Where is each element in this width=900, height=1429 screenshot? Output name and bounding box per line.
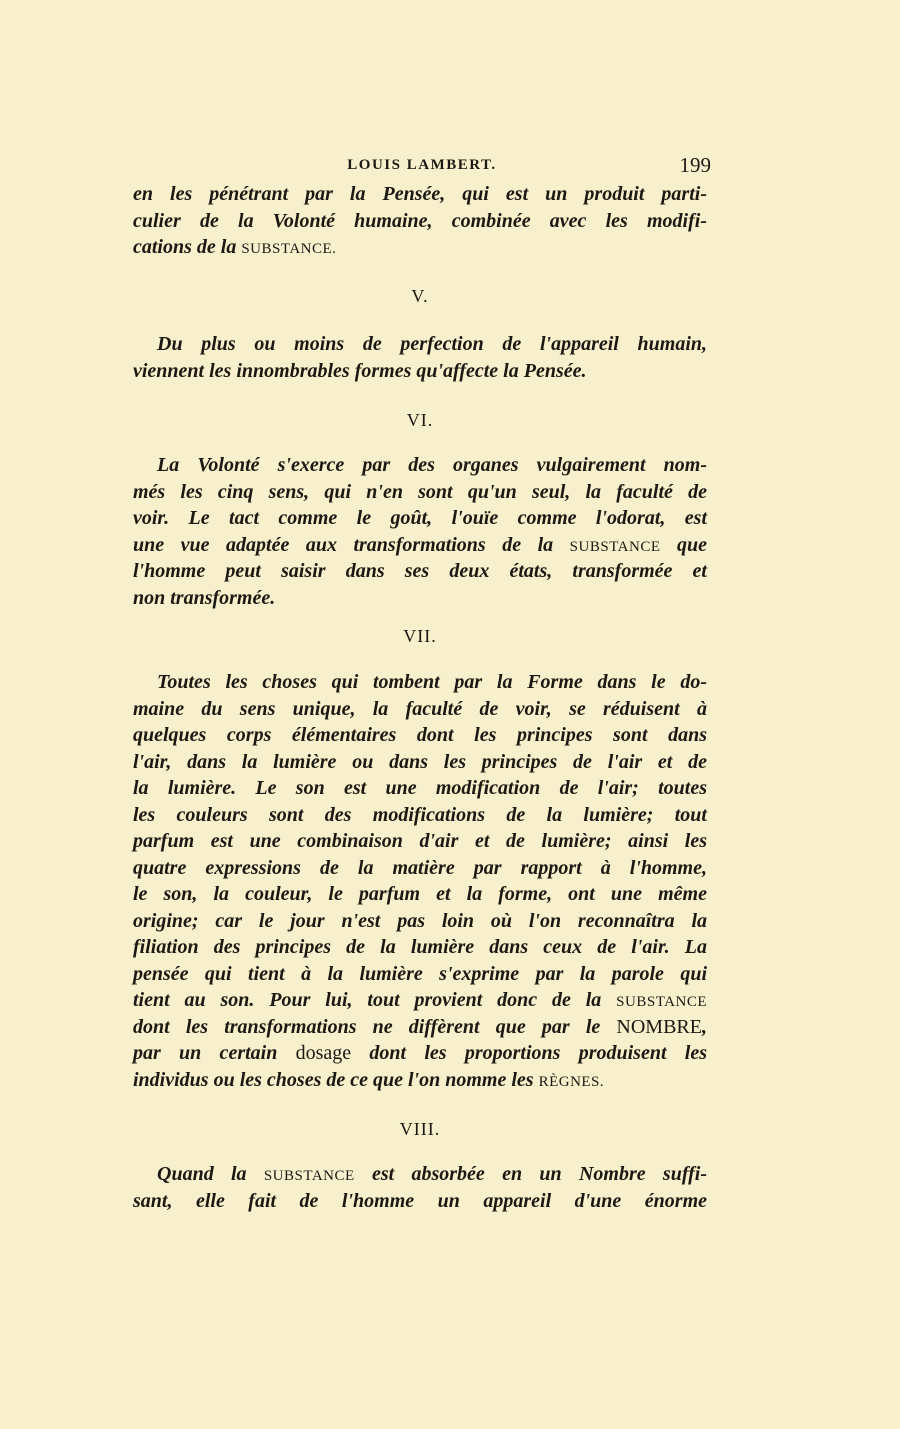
text-line [133, 1188, 707, 1215]
text-segment: La Volonté s'exerce par des organes vulgairement nom- [157, 454, 707, 476]
text-segment: le son, la couleur, le parfum et la forme, ont une même [133, 883, 707, 905]
paragraph [133, 452, 707, 611]
text-segment: l'homme peut saisir dans ses deux états, transformée et [133, 560, 707, 582]
text-segment: parfum est une combinaison d'air et de lumière; ainsi les [133, 830, 707, 852]
text-line [133, 802, 707, 829]
text-line [133, 358, 707, 385]
text-segment: est absorbée en un Nombre suffi- [354, 1163, 707, 1185]
paragraph [133, 1161, 707, 1214]
emphasized-term: SUBSTANCE. [241, 241, 337, 257]
text-line [133, 749, 707, 776]
section-heading: VII. [403, 626, 437, 646]
emphasized-term: SUBSTANCE [616, 994, 707, 1010]
text-line [133, 479, 707, 506]
paragraph [133, 669, 707, 1093]
text-line [133, 1067, 707, 1094]
text-segment: une vue adaptée aux transformations de la [133, 533, 570, 556]
text-line [133, 505, 707, 532]
text-segment: quelques corps élémentaires dont les principes sont dans [133, 724, 707, 746]
text-segment: dont les transformations ne diffèrent que par le [133, 1015, 617, 1038]
text-line [133, 558, 707, 585]
text-line [133, 987, 707, 1014]
text-segment: Du plus ou moins de perfection de l'appareil humain, [157, 333, 707, 355]
emphasized-term: NOMBRE [616, 1015, 702, 1038]
emphasized-term: SUBSTANCE [263, 1168, 355, 1184]
running-title: LOUIS LAMBERT. [347, 157, 497, 173]
text-segment: voir. Le tact comme le goût, l'ouïe comme l'odorat, est [133, 507, 707, 529]
emphasized-term: SUBSTANCE [569, 538, 661, 555]
text-segment: en les pénétrant par la Pensée, qui est un produit parti- [133, 183, 707, 205]
text-line [133, 452, 707, 479]
section-heading: VI. [406, 410, 434, 430]
text-segment: dont les proportions produisent les [351, 1042, 707, 1064]
text-line [133, 234, 707, 261]
text-segment: tient au son. Pour lui, tout provient donc de la [133, 989, 617, 1011]
text-line [133, 775, 707, 802]
emphasized-term: dosage [295, 1042, 352, 1064]
text-line [133, 722, 707, 749]
text-segment: origine; car le jour n'est pas loin où l'on reconnaîtra la [133, 909, 707, 932]
text-line [133, 828, 707, 855]
text-segment: cations de la [133, 236, 242, 258]
text-line [133, 1040, 707, 1067]
text-line [133, 855, 707, 882]
text-segment: non transformée. [133, 586, 276, 609]
text-segment: les couleurs sont des modifications de la lumière; tout [133, 803, 707, 826]
paragraph [133, 331, 707, 384]
paragraph [133, 181, 707, 261]
text-segment: , [702, 1015, 707, 1038]
text-segment: la lumière. Le son est une modification de l'air; toutes [133, 777, 707, 799]
text-segment: sant, elle fait de l'homme un appareil d'une énorme [133, 1189, 707, 1212]
text-segment: culier de la Volonté humaine, combinée avec les modifi- [133, 209, 707, 232]
text-line [133, 208, 707, 235]
emphasized-term: RÈGNES. [538, 1073, 605, 1090]
page-number: 199 [679, 153, 711, 177]
text-line [133, 181, 707, 208]
text-line [133, 669, 707, 696]
text-line [133, 696, 707, 723]
text-segment: més les cinq sens, qui n'en sont qu'un seul, la faculté de [133, 480, 707, 503]
text-segment: viennent les innombrables formes qu'affecte la Pensée. [133, 359, 587, 382]
running-header [133, 153, 711, 179]
text-segment: filiation des principes de la lumière dans ceux de l'air. La [133, 936, 707, 958]
text-segment: maine du sens unique, la faculté de voir, se réduisent à [133, 697, 707, 720]
text-segment: quatre expressions de la matière par rapport à l'homme, [133, 856, 707, 879]
text-line [133, 881, 707, 908]
text-segment: que [660, 533, 708, 556]
section-heading: V. [411, 286, 429, 306]
text-segment: pensée qui tient à la lumière s'exprime par la parole qui [133, 962, 707, 985]
text-line [133, 1014, 707, 1041]
text-line [133, 585, 707, 612]
text-line [133, 331, 707, 358]
text-line [133, 934, 707, 961]
text-line [133, 961, 707, 988]
text-segment: par un certain [133, 1042, 296, 1064]
section-heading: VIII. [399, 1119, 441, 1139]
text-segment: Quand la [157, 1163, 264, 1185]
text-segment: Toutes les choses qui tombent par la Forme dans le do- [157, 671, 707, 693]
text-segment: l'air, dans la lumière ou dans les principes de l'air et de [133, 750, 707, 773]
text-line [133, 1161, 707, 1188]
text-segment: individus ou les choses de ce que l'on nomme les [133, 1068, 539, 1091]
text-line [133, 908, 707, 935]
text-line [133, 532, 707, 559]
